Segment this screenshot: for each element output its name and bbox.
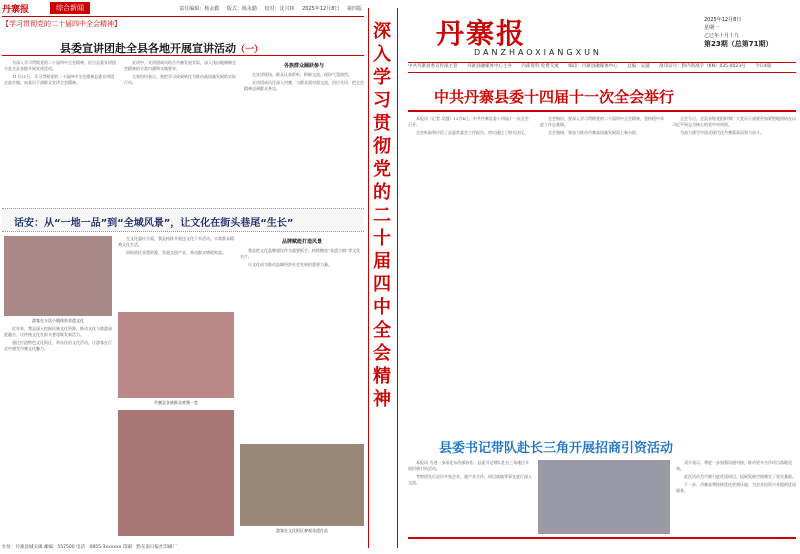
article-column-4 <box>4 326 112 536</box>
subheading: 品牌赋能打造风景 <box>281 239 322 245</box>
investment-column-1 <box>408 460 532 536</box>
proofreader: 版式：杨永勤 <box>226 6 257 12</box>
investment-column-2 <box>676 460 796 536</box>
paragraph: 宣讲团成员还深入村寨，与群众面对面交流，回应关切，把全会精神送到群众身边。 <box>244 80 364 91</box>
article-column-1 <box>4 60 116 206</box>
headline-lecture-text: 县委宣讲团赴全县各地开展宣讲活动 <box>60 42 236 55</box>
left-masthead <box>2 2 364 17</box>
editor: 责任编辑：杨永勤 <box>179 6 220 12</box>
paragraph: 本报讯 为进一步深化东西部协作，县委书记带队赴长三角地区开展招商引资活动。 <box>408 460 530 471</box>
newspaper-logo: 丹寨报 <box>436 17 527 50</box>
paragraph: 在文化惠民方面，我县持续开展送文化下乡活动，丰富群众精神文化生活。 <box>118 236 234 247</box>
paragraph: 下一步，丹寨县将持续优化营商环境，为企业投资兴业提供优质服务。 <box>676 482 796 493</box>
article-column-2 <box>124 60 236 206</box>
info-item: 丹寨县融媒体中心主办 <box>466 64 512 69</box>
paragraph: 全会号召，全县各级党组织和广大党员干部要更加紧密地团结在以习近平同志为核心的党中央周围。 <box>672 116 796 127</box>
info-item: 内部资料 免费交流 <box>521 64 559 69</box>
paragraph: 我县把文化品牌建设作为重要抓手，持续擦亮“非遗小镇”等文化名片。 <box>240 248 361 259</box>
publisher-info-bar <box>408 62 796 73</box>
spine-column <box>366 0 398 554</box>
lunar-date: 乙巳年十月十九 <box>704 33 740 39</box>
paragraph: 考察团先后走访多家企业，就产业合作、项目落地等事宜进行深入交流。 <box>408 474 532 485</box>
photo-caption: 游客在文化街区参观非遗作品 <box>276 528 328 533</box>
paragraph: 大家纷纷表示，要把学习成果转化为推动高质量发展的实际行动。 <box>124 74 236 85</box>
photo-performance <box>118 312 234 398</box>
right-page <box>404 0 800 554</box>
article-column-3 <box>244 60 364 206</box>
paragraph: 全会听取和讨论了县委常委会工作报告，审议通过了相关决议。 <box>416 130 528 135</box>
paragraph: 全会强调，要奋力推动丹寨高质量发展再上新台阶。 <box>548 130 640 135</box>
photo-street <box>4 236 112 316</box>
info-item: 中共丹寨县委宣传部主管 <box>408 64 458 69</box>
left-date: 2025年12月8日 <box>302 6 340 12</box>
info-item: 准印证号：黔内资准字（KN）035-0023号 <box>659 64 746 69</box>
main-column-2 <box>540 116 664 426</box>
info-item: 总编：吴越 <box>627 64 650 69</box>
article-column-5 <box>118 236 234 308</box>
paragraph: 通过打造特色文化街区，举办民俗文化活动，让游客在行走中感受丹寨文化魅力。 <box>4 340 112 351</box>
paragraph: 本报讯（记者 吴越）12月4日，中共丹寨县委十四届十一次全会召开。 <box>408 116 529 127</box>
topic-tag: 【学习贯彻党的二十届四中全会精神】 <box>2 20 121 28</box>
paragraph: 为奋力谱写中国式现代化丹寨篇章而努力奋斗。 <box>680 130 764 135</box>
main-headline: 中共丹寨县委十四届十一次全会举行 <box>434 88 675 106</box>
issue-date: 2025年12月8日 <box>704 17 742 23</box>
logo-pinyin: DANZHAOXIANGXUN <box>474 48 602 57</box>
divider <box>2 55 364 56</box>
left-page <box>0 0 366 554</box>
photo-caption: 丹寨县各族群众欢聚一堂 <box>154 400 198 405</box>
main-column-1 <box>408 116 532 426</box>
headline-lecture <box>60 40 263 56</box>
info-item: 今日4版 <box>755 64 772 69</box>
photo-group <box>118 410 234 536</box>
headline-culture-text: 话安：从“一地一品”到“全域风景”，让文化在街头巷尾“生长” <box>14 218 294 229</box>
photo-exhibit <box>240 444 364 526</box>
bottom-rule <box>408 537 796 539</box>
paragraph: 11月21日，学习贯彻党的二十届四中全会精神县委宣讲团走进乡镇，向基层干部群众宣讲全会精神。 <box>4 74 115 85</box>
subheading: 各族群众踊跃参与 <box>283 63 324 69</box>
headline-culture <box>2 208 364 232</box>
paragraph: 让文化成为推动县域经济社会发展的重要力量。 <box>248 262 332 267</box>
issue-info <box>704 16 796 48</box>
paragraph: 双方表示，将进一步加强沟通对接，推动更多合作项目落地见效。 <box>676 460 792 471</box>
main-column-3 <box>672 116 796 426</box>
checker: 校对：沈兴林 <box>264 6 295 12</box>
small-logo: 丹寨报 <box>2 5 30 15</box>
weekday: 星期一 <box>704 25 720 31</box>
paragraph: 同时依托非遗资源，发展文创产业，带动群众增收致富。 <box>126 250 226 255</box>
section-badge: 综合新闻 <box>50 2 90 14</box>
paragraph: 在宣讲现场，群众认真聆听，积极交流，现场气氛热烈。 <box>252 72 352 77</box>
article-column-6 <box>240 236 364 396</box>
paragraph: 全会指出，要深入学习贯彻党的二十届四中全会精神，坚持稳中求进工作总基调。 <box>540 116 664 127</box>
headline-part: （一） <box>236 45 264 55</box>
paragraph: 为深入学习贯彻党的二十届四中全会精神，近日县委宣讲团分赴全县各地开展宣讲活动。 <box>4 60 116 71</box>
paragraph: 此次活动为丹寨引进优质项目、拓展发展空间奠定了坚实基础。 <box>684 474 796 479</box>
issue-number: 第23期（总第71期） <box>704 40 773 48</box>
page-number: 第四版 <box>346 6 362 12</box>
paragraph: 近年来，我县深入挖掘民族文化资源，推动文化与旅游深度融合，让传统文化在街头巷尾焕发新活力。 <box>4 326 112 337</box>
photo-delegation <box>538 460 670 534</box>
left-meta <box>173 5 362 12</box>
headline-investment: 县委书记带队赴长三角开展招商引资活动 <box>439 441 674 456</box>
paragraph: 宣讲中，宣讲团成员结合丹寨发展实际，深入浅出地阐释全会精神的丰富内涵和实践要求。 <box>124 60 236 71</box>
photo-caption: 游客在万达小镇体验非遗文化 <box>32 318 84 323</box>
divider <box>408 110 796 112</box>
info-item: 编印：丹寨县融媒体中心 <box>568 64 618 69</box>
footer: 社址：丹寨县城关镇 邮编：557500 电话：0855-3xxxxxx 印刷：黔东南日报社印刷厂 <box>2 545 177 550</box>
spine-slogan: 深入学习贯彻党的二十届四中全会精神 <box>373 21 391 410</box>
